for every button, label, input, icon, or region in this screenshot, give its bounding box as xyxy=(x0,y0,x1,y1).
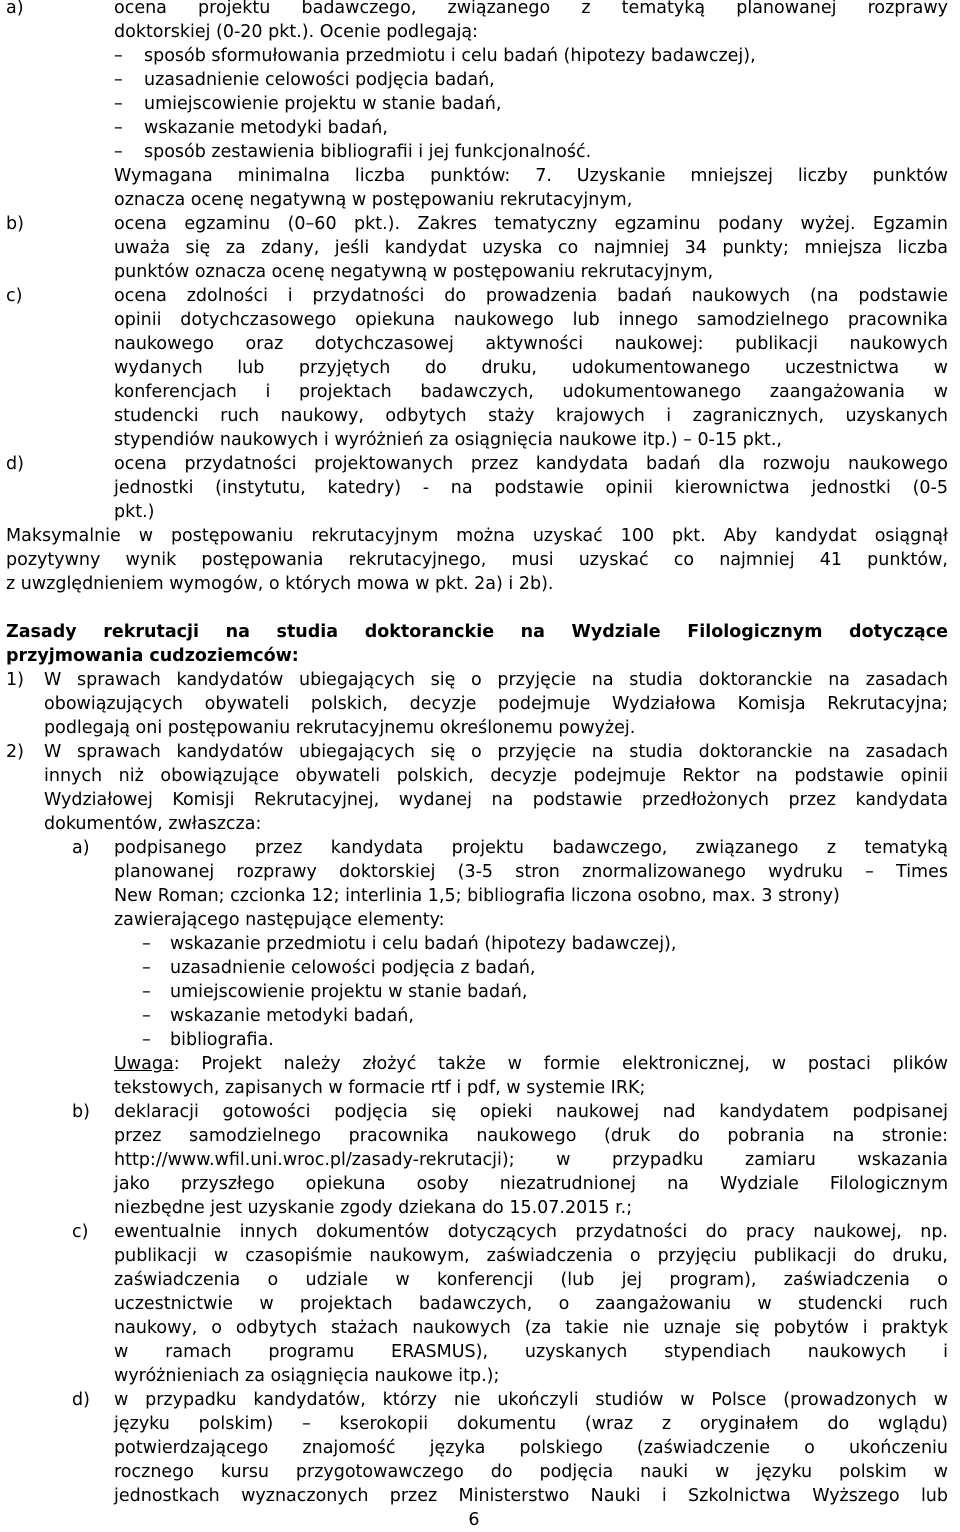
list-marker: 2) xyxy=(6,742,24,762)
bullet-item: – sposób zestawienia bibliografii i jej funkcjonalność. xyxy=(114,142,592,162)
section-title: Zasady rekrutacji na studia doktoranckie na Wydziale Filologicznym dotyczące xyxy=(6,622,948,642)
dash-icon: – xyxy=(142,982,151,1002)
dash-icon: – xyxy=(114,118,123,138)
text-line: konferencjach i projektach badawczych, udokumentowanego zaangażowania w xyxy=(114,382,948,402)
list-marker: a) xyxy=(6,0,24,18)
note-line: Uwaga: Projekt należy złożyć także w formie elektronicznej, w postaci plików xyxy=(114,1054,948,1074)
dash-icon: – xyxy=(114,94,123,114)
bullet-item: – uzasadnienie celowości podjęcia badań, xyxy=(114,70,495,90)
text-line: w przypadku kandydatów, którzy nie ukończyli studiów w Polsce (prowadzonych w xyxy=(114,1390,948,1410)
text-line: Maksymalnie w postępowaniu rekrutacyjnym można uzyskać 100 pkt. Aby kandydat osiągnął xyxy=(6,526,948,546)
bullet-item: – sposób sformułowania przedmiotu i celu badań (hipotezy badawczej), xyxy=(114,46,756,66)
text-line: zaświadczenia o udziale w konferencji (lub jej program), zaświadczenia o xyxy=(114,1270,948,1290)
text-line: Wydziałowej Komisji Rekrutacyjnej, wydanej na podstawie przedłożonych przez kandydata xyxy=(44,790,948,810)
text-line: W sprawach kandydatów ubiegających się o przyjęcie na studia doktoranckie na zasadach xyxy=(44,670,948,690)
text-line: z uwzględnieniem wymogów, o których mowa w pkt. 2a) i 2b). xyxy=(6,574,554,594)
list-marker: c) xyxy=(6,286,23,306)
text-line: http://www.wfil.uni.wroc.pl/zasady-rekrutacji); w przypadku zamiaru wskazania xyxy=(114,1150,948,1170)
text-line: studencki ruch naukowy, odbytych staży krajowych i zagranicznych, uzyskanych xyxy=(114,406,948,426)
text-line: Wymagana minimalna liczba punktów: 7. Uzyskanie mniejszej liczby punktów xyxy=(114,166,948,186)
bullet-item: – wskazanie przedmiotu i celu badań (hipotezy badawczej), xyxy=(142,934,677,954)
text-line: planowanej rozprawy doktorskiej (3-5 stron znormalizowanego wydruku – Times xyxy=(114,862,948,882)
text-line: publikacji w czasopiśmie naukowym, zaświadczenia o przyjęciu publikacji do druku, xyxy=(114,1246,948,1266)
list-marker: 1) xyxy=(6,670,24,690)
text-line: pozytywny wynik postępowania rekrutacyjnego, musi uzyskać co najmniej 41 punktów, xyxy=(6,550,948,570)
dash-icon: – xyxy=(142,1030,151,1050)
text-line: ocena projektu badawczego, związanego z tematyką planowanej rozprawy xyxy=(114,0,948,18)
list-item-d xyxy=(6,452,948,524)
list-marker: d) xyxy=(72,1390,90,1410)
numbered-item-2 xyxy=(6,740,948,836)
text-line: wyróżnieniach za osiągnięcia naukowe itp.); xyxy=(114,1366,500,1386)
text-line: naukowy, o odbytych stażach naukowych (za takie nie uznaje się pobytów i praktyk xyxy=(114,1318,948,1338)
list-marker: d) xyxy=(6,454,24,474)
text-line: naukowego oraz dotychczasowej aktywności naukowej: publikacji naukowych xyxy=(114,334,948,354)
text-line: uważa się za zdany, jeśli kandydat uzyska co najmniej 34 punkty; mniejsza liczba xyxy=(114,238,948,258)
text-line: ewentualnie innych dokumentów dotyczących przydatności do pracy naukowej, np. xyxy=(114,1222,948,1242)
bullet-item: – wskazanie metodyki badań, xyxy=(114,118,388,138)
document-page xyxy=(6,0,948,1508)
note-label: Uwaga xyxy=(114,1054,174,1074)
text-line: podpisanego przez kandydata projektu badawczego, związanego z tematyką xyxy=(114,838,948,858)
text-line: doktorskiej (0-20 pkt.). Ocenie podlegają: xyxy=(114,22,479,42)
list-marker: b) xyxy=(72,1102,90,1122)
bullet-item: – bibliografia. xyxy=(142,1030,274,1050)
text-line: stypendiów naukowych i wyróżnień za osiągnięcia naukowe itp.) – 0-15 pkt., xyxy=(114,430,782,450)
text-line: ocena egzaminu (0–60 pkt.). Zakres tematyczny egzaminu podany wyżej. Egzamin xyxy=(114,214,948,234)
text-line: uczestnictwie w projektach badawczych, o zaangażowaniu w studencki ruch xyxy=(114,1294,948,1314)
text-line: jednostkach wyznaczonych przez Ministerstwo Nauki i Szkolnictwa Wyższego lub xyxy=(114,1486,948,1506)
sub-item-a xyxy=(72,836,948,932)
dash-icon: – xyxy=(142,934,151,954)
text-line: jako przyszłego opiekuna osoby niezatrudnionej na Wydziale Filologicznym xyxy=(114,1174,948,1194)
text-line: ocena przydatności projektowanych przez kandydata badań dla rozwoju naukowego xyxy=(114,454,948,474)
section-title: przyjmowania cudzoziemców: xyxy=(6,646,299,666)
text-line: dokumentów, zwłaszcza: xyxy=(44,814,262,834)
summary-paragraph xyxy=(6,524,948,596)
text-line: pkt.) xyxy=(114,502,155,522)
text-line: jednostki (instytutu, katedry) - na podstawie opinii kierownictwa jednostki (0-5 xyxy=(114,478,948,498)
text-line: deklaracji gotowości podjęcia się opieki naukowej nad kandydatem podpisanej xyxy=(114,1102,948,1122)
text-line: punktów oznacza ocenę negatywną w postępowaniu rekrutacyjnym, xyxy=(114,262,714,282)
text-line: przez samodzielnego pracownika naukowego (druk do pobrania na stronie: xyxy=(114,1126,948,1146)
page-number: 6 xyxy=(468,1510,480,1530)
text-line: ocena zdolności i przydatności do prowadzenia badań naukowych (na podstawie xyxy=(114,286,948,306)
bullet-item: – uzasadnienie celowości podjęcia z badań, xyxy=(142,958,536,978)
sub-item-d xyxy=(72,1388,948,1508)
text-line: opinii dotychczasowego opiekuna naukowego lub innego samodzielnego pracownika xyxy=(114,310,948,330)
bullet-item: – umiejscowienie projektu w stanie badań, xyxy=(114,94,502,114)
text-line: rocznego kursu przygotowawczego do podjęcia nauki w języku polskim w xyxy=(114,1462,948,1482)
text-line: obowiązujących obywateli polskich, decyzje podejmuje Wydziałowa Komisja Rekrutacyjna; xyxy=(44,694,948,714)
sub-item-c xyxy=(72,1220,948,1388)
dash-icon: – xyxy=(142,1006,151,1026)
text-line: niezbędne jest uzyskanie zgody dziekana do 15.07.2015 r.; xyxy=(114,1198,633,1218)
sub-item-b xyxy=(72,1100,948,1220)
list-marker: b) xyxy=(6,214,24,234)
text-line: wydanych lub przyjętych do druku, udokumentowanego uczestnictwa w xyxy=(114,358,948,378)
text-line: języku polskim) – kserokopii dokumentu (wraz z oryginałem do wglądu) xyxy=(114,1414,948,1434)
text-line: tekstowych, zapisanych w formacie rtf i pdf, w systemie IRK; xyxy=(114,1078,646,1098)
bullet-item: – umiejscowienie projektu w stanie badań, xyxy=(142,982,528,1002)
bullet-item: – wskazanie metodyki badań, xyxy=(142,1006,414,1026)
text-line: oznacza ocenę negatywną w postępowaniu rekrutacyjnym, xyxy=(114,190,633,210)
list-item-c xyxy=(6,284,948,452)
text-line: potwierdzającego znajomość języka polskiego (zaświadczenie o ukończeniu xyxy=(114,1438,948,1458)
text-line: zawierającego następujące elementy: xyxy=(114,910,445,930)
dash-icon: – xyxy=(114,46,123,66)
dash-icon: – xyxy=(114,70,123,90)
text-line: w ramach programu ERASMUS), uzyskanych stypendiach naukowych i xyxy=(114,1342,948,1362)
text-line: New Roman; czcionka 12; interlinia 1,5; bibliografia liczona osobno, max. 3 strony) xyxy=(114,886,840,906)
list-item-a xyxy=(6,0,948,44)
text-line: innych niż obowiązujące obywateli polskich, decyzje podejmuje Rektor na podstawie opinii xyxy=(44,766,948,786)
dash-icon: – xyxy=(142,958,151,978)
text-line: W sprawach kandydatów ubiegających się o przyjęcie na studia doktoranckie na zasadach xyxy=(44,742,948,762)
list-marker: c) xyxy=(72,1222,89,1242)
list-item-b xyxy=(6,212,948,284)
text-line: podlegają oni postępowaniu rekrutacyjnemu określonemu powyżej. xyxy=(44,718,636,738)
list-marker: a) xyxy=(72,838,90,858)
numbered-item-1 xyxy=(6,668,948,740)
dash-icon: – xyxy=(114,142,123,162)
